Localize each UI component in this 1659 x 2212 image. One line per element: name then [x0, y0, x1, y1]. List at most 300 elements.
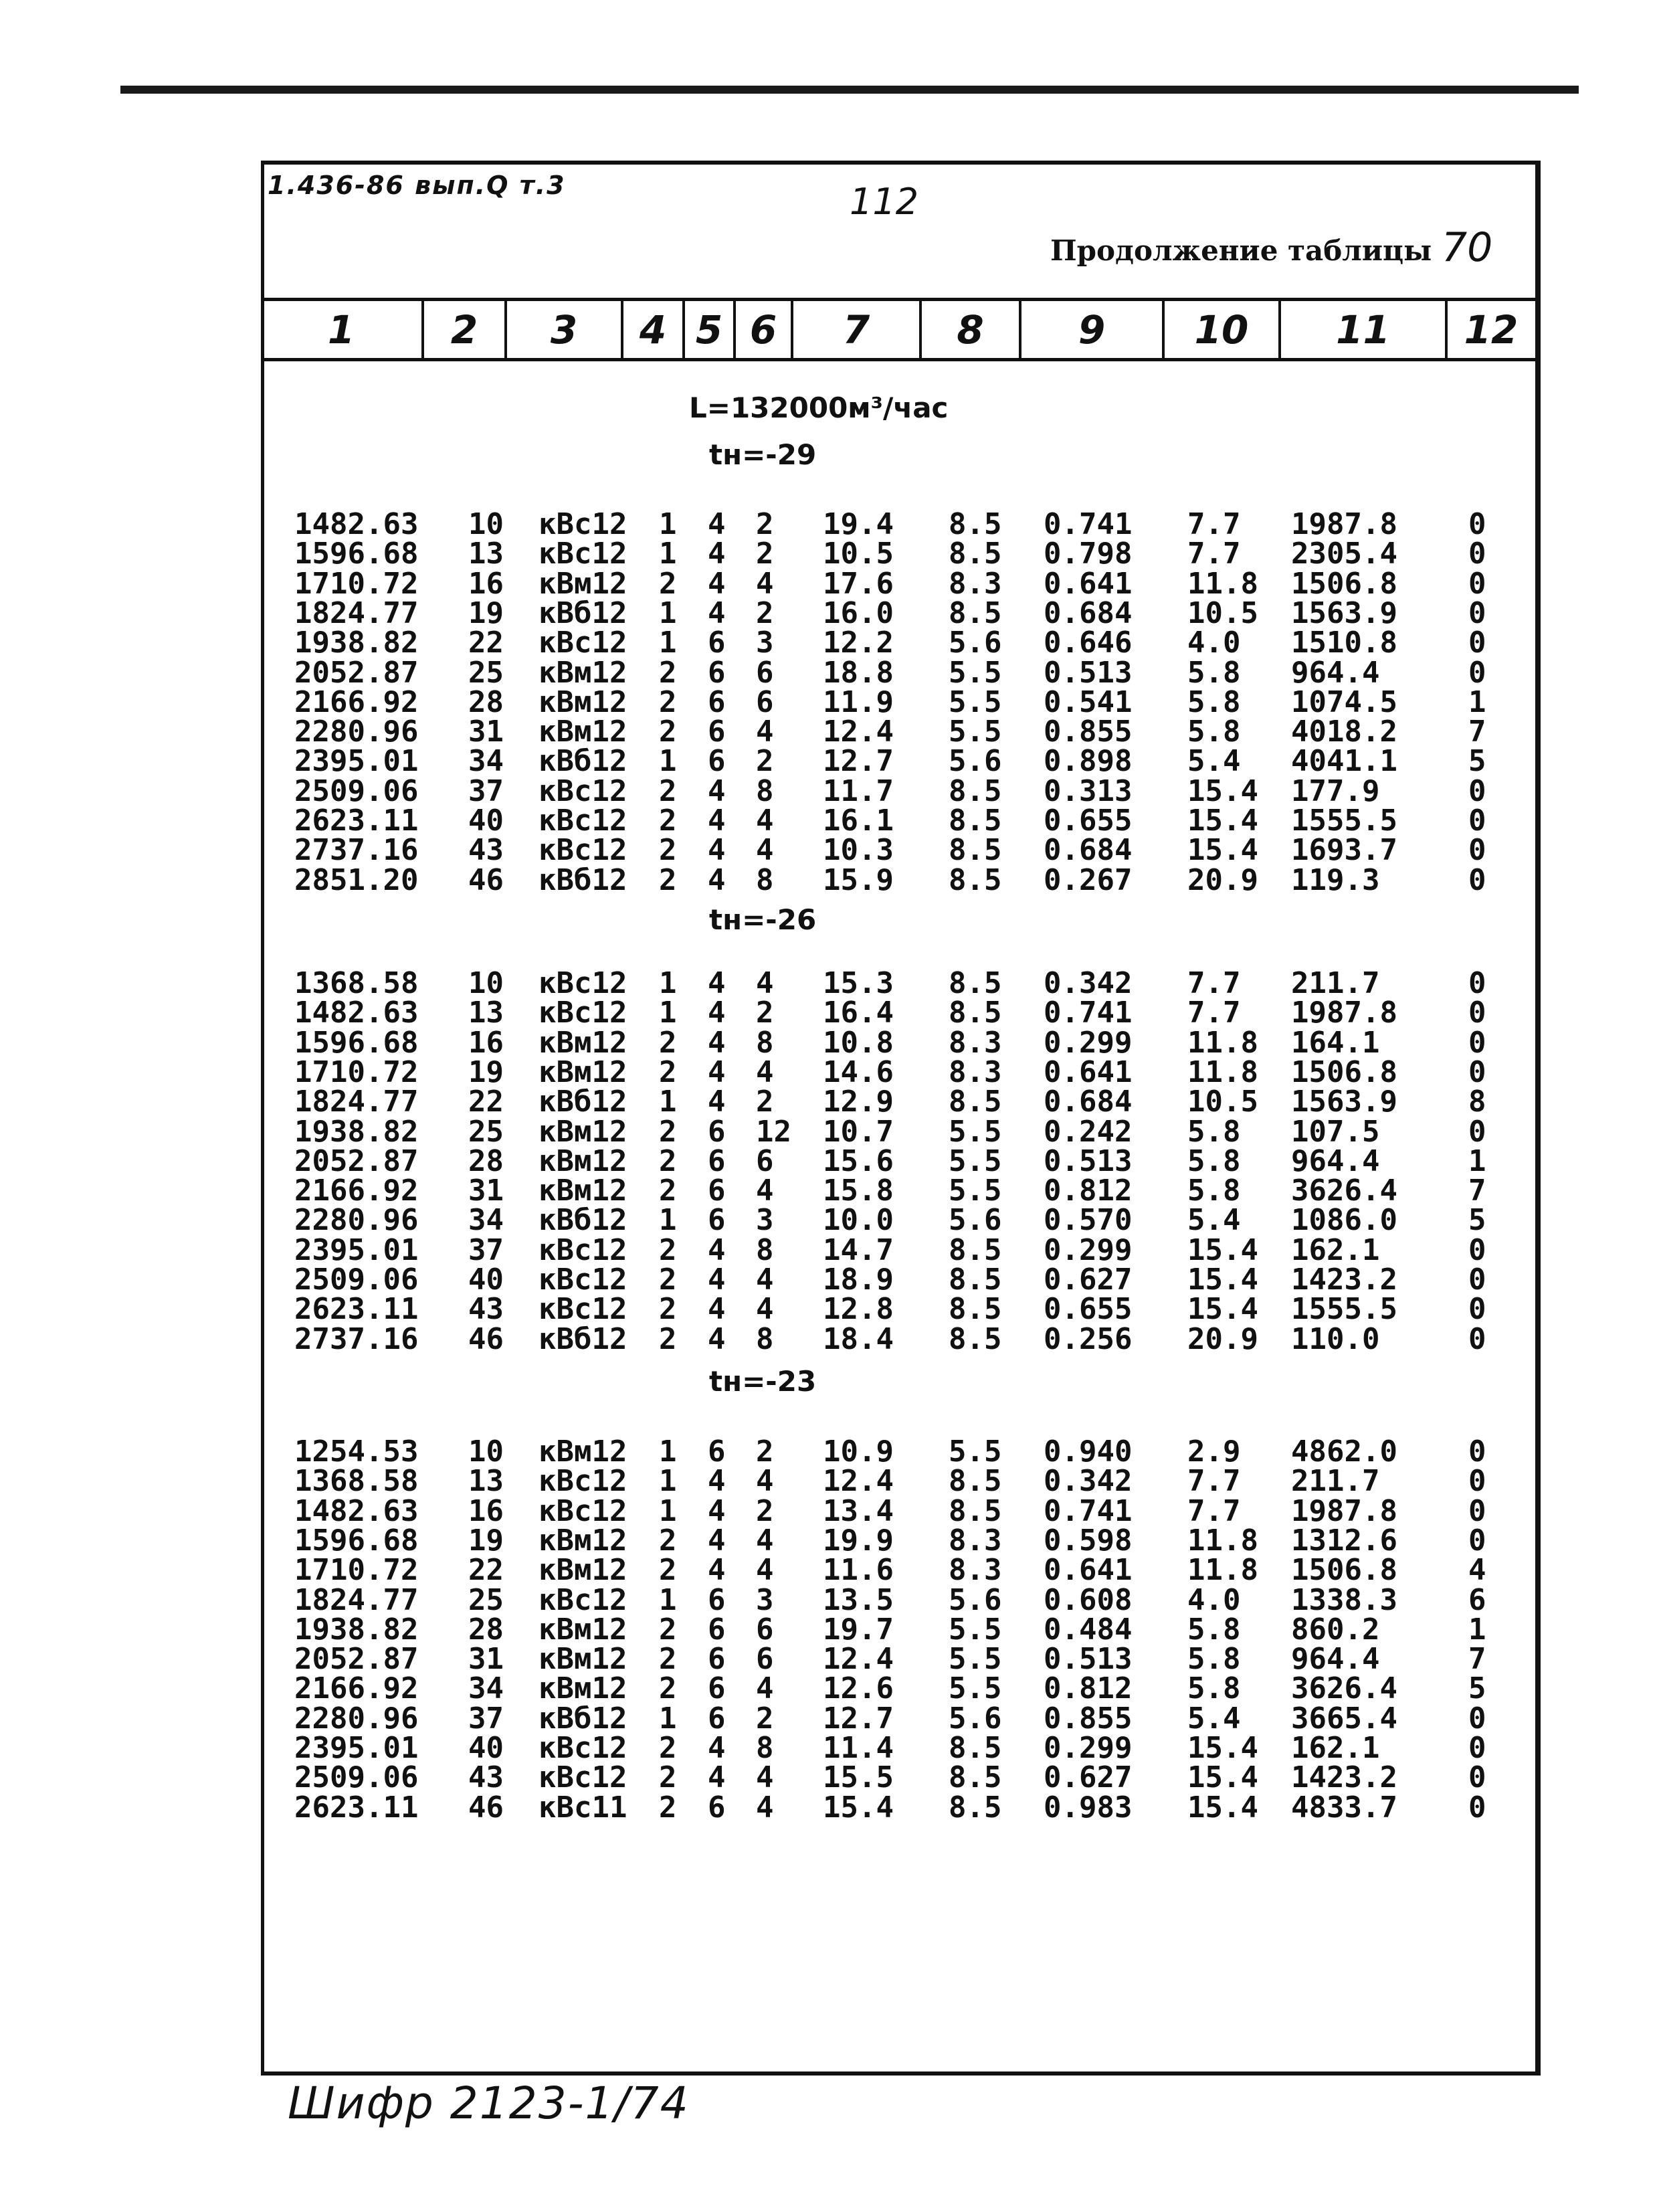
table-cell: 18.9 [823, 1263, 894, 1297]
table-cell: 5.8 [1187, 655, 1241, 690]
table-cell: 8.5 [949, 1790, 1002, 1825]
table-cell: 40 [468, 1263, 504, 1297]
table-cell: 0.513 [1044, 1642, 1133, 1677]
table-row [0, 1232, 1659, 1267]
table-cell: 5.8 [1187, 1612, 1241, 1647]
table-cell: 15.4 [823, 1790, 894, 1825]
table-cell: кВб12 [539, 1085, 627, 1119]
table-cell: 4 [708, 1232, 726, 1267]
table-cell: кВс12 [539, 804, 627, 838]
table-cell: 177.9 [1291, 773, 1380, 808]
table-cell: 2 [659, 773, 677, 808]
table-cell: 6 [708, 1143, 726, 1178]
table-cell: 4 [756, 966, 774, 1000]
table-cell: 2509.06 [294, 773, 419, 808]
table-row [0, 1582, 1659, 1617]
table-cell: кВм12 [539, 1642, 627, 1677]
table-cell: 5.5 [949, 1642, 1002, 1677]
table-cell: 5 [1468, 1671, 1486, 1706]
table-cell: 22 [468, 1085, 504, 1119]
table-cell: 8.5 [949, 1085, 1002, 1119]
table-cell: 6 [708, 1174, 726, 1208]
table-cell: 1938.82 [294, 1612, 419, 1647]
table-cell: 19 [468, 1523, 504, 1558]
table-row [0, 1760, 1659, 1795]
table-cell: 16.1 [823, 804, 894, 838]
table-cell: 4 [708, 966, 726, 1000]
table-cell: 0.655 [1044, 804, 1133, 838]
table-cell: 4 [756, 1553, 774, 1588]
table-cell: 13 [468, 996, 504, 1030]
table-cell: кВб12 [539, 862, 627, 897]
table-cell: 4 [756, 833, 774, 868]
table-cell: кВб12 [539, 595, 627, 630]
table-cell: 15.6 [823, 1143, 894, 1178]
table-row [0, 1176, 1659, 1206]
column-header: 8 [922, 301, 1021, 358]
table-cell: 2623.11 [294, 1790, 419, 1825]
table-cell: 12.9 [823, 1085, 894, 1119]
table-cell: кВм12 [539, 1025, 627, 1060]
table-cell: 0.812 [1044, 1174, 1133, 1208]
table-cell: 1 [659, 1493, 677, 1528]
table-cell: 7.7 [1187, 507, 1241, 541]
table-cell: 1 [659, 1085, 677, 1119]
table-cell: 162.1 [1291, 1731, 1380, 1765]
table-row [0, 628, 1659, 658]
table-cell: 0 [1468, 655, 1486, 690]
table-cell: 8.5 [949, 862, 1002, 897]
table-cell: 0.741 [1044, 1493, 1133, 1528]
table-cell: 22 [468, 626, 504, 660]
table-cell: 8.5 [949, 1493, 1002, 1528]
table-row [0, 539, 1659, 569]
table-cell: 0 [1468, 996, 1486, 1030]
table-cell: 31 [468, 1642, 504, 1677]
table-cell: 0.242 [1044, 1114, 1133, 1149]
table-cell: 13.4 [823, 1493, 894, 1528]
table-cell: 0.608 [1044, 1582, 1133, 1617]
table-cell: кВб12 [539, 1701, 627, 1736]
table-cell: 19.9 [823, 1523, 894, 1558]
table-cell: кВм12 [539, 566, 627, 601]
table-cell: кВс12 [539, 966, 627, 1000]
table-cell: 31 [468, 1174, 504, 1208]
table-cell: 28 [468, 1612, 504, 1647]
table-row [0, 1642, 1659, 1677]
table-cell: 2 [659, 1174, 677, 1208]
table-cell: 964.4 [1291, 1143, 1380, 1178]
table-cell: 37 [468, 1232, 504, 1267]
table-cell: 0.641 [1044, 566, 1133, 601]
table-cell: 8.3 [949, 566, 1002, 601]
table-cell: 8.5 [949, 1232, 1002, 1267]
table-cell: 2395.01 [294, 744, 419, 779]
table-cell: 0.570 [1044, 1203, 1133, 1238]
table-cell: 4 [708, 595, 726, 630]
table-row [0, 966, 1659, 1000]
table-cell: 0.627 [1044, 1263, 1133, 1297]
table-cell: 11.8 [1187, 1025, 1258, 1060]
table-cell: 10.9 [823, 1435, 894, 1469]
table-cell: 2 [659, 804, 677, 838]
table-cell: 8.5 [949, 1292, 1002, 1327]
table-cell: 0 [1468, 1321, 1486, 1356]
table-row [0, 1612, 1659, 1647]
table-cell: 40 [468, 1731, 504, 1765]
table-cell: 0 [1468, 1054, 1486, 1089]
table-cell: 10 [468, 1435, 504, 1469]
table-cell: 1510.8 [1291, 626, 1397, 660]
table-cell: 8.3 [949, 1025, 1002, 1060]
column-header: 10 [1165, 301, 1281, 358]
table-cell: 0 [1468, 1464, 1486, 1499]
table-cell: 0 [1468, 1493, 1486, 1528]
table-cell: 4 [756, 1790, 774, 1825]
table-cell: 6 [756, 1642, 774, 1677]
table-cell: 37 [468, 1701, 504, 1736]
table-cell: 1506.8 [1291, 566, 1397, 601]
table-cell: 5.5 [949, 1671, 1002, 1706]
table-cell: 1 [659, 537, 677, 571]
table-cell: 0.798 [1044, 537, 1133, 571]
table-cell: 0 [1468, 1760, 1486, 1795]
table-cell: 4041.1 [1291, 744, 1397, 779]
table-cell: 2280.96 [294, 715, 419, 749]
table-cell: 8 [1468, 1085, 1486, 1119]
table-cell: 20.9 [1187, 862, 1258, 897]
table-cell: 5.5 [949, 684, 1002, 719]
table-cell: 6 [708, 744, 726, 779]
table-cell: кВс12 [539, 1464, 627, 1499]
table-cell: кВм12 [539, 1143, 627, 1178]
table-cell: 8.5 [949, 1760, 1002, 1795]
table-cell: 2 [659, 1321, 677, 1356]
table-cell: 8.5 [949, 595, 1002, 630]
table-cell: 4 [756, 1523, 774, 1558]
table-cell: 8.5 [949, 833, 1002, 868]
table-cell: 10.3 [823, 833, 894, 868]
table-cell: 1 [659, 595, 677, 630]
table-cell: 7.7 [1187, 966, 1241, 1000]
table-cell: 5.8 [1187, 1671, 1241, 1706]
table-cell: 40 [468, 804, 504, 838]
table-cell: 2166.92 [294, 1671, 419, 1706]
table-cell: 2623.11 [294, 1292, 419, 1327]
table-cell: 2 [756, 996, 774, 1030]
table-cell: 4 [708, 1292, 726, 1327]
table-cell: 0.812 [1044, 1671, 1133, 1706]
table-cell: 10.8 [823, 1025, 894, 1060]
table-cell: 5.6 [949, 1203, 1002, 1238]
column-header: 2 [424, 301, 507, 358]
column-header: 5 [685, 301, 736, 358]
table-cell: 1 [659, 1203, 677, 1238]
table-cell: 6 [756, 1612, 774, 1647]
table-cell: 7.7 [1187, 1464, 1241, 1499]
table-cell: 4 [756, 804, 774, 838]
table-cell: 12.4 [823, 1642, 894, 1677]
table-cell: кВс12 [539, 1582, 627, 1617]
table-cell: 2 [659, 1760, 677, 1795]
table-cell: 10 [468, 507, 504, 541]
table-cell: 5.4 [1187, 744, 1241, 779]
table-cell: 4 [708, 1523, 726, 1558]
table-cell: 2395.01 [294, 1731, 419, 1765]
table-cell: кВс12 [539, 833, 627, 868]
table-cell: 1596.68 [294, 537, 419, 571]
table-cell: 8.5 [949, 1263, 1002, 1297]
table-cell: 1506.8 [1291, 1553, 1397, 1588]
table-cell: 0 [1468, 966, 1486, 1000]
table-cell: кВс12 [539, 626, 627, 660]
table-cell: 6 [708, 1114, 726, 1149]
table-cell: 860.2 [1291, 1612, 1380, 1647]
table-cell: 11.9 [823, 684, 894, 719]
table-cell: кВс12 [539, 507, 627, 541]
table-cell: 19.4 [823, 507, 894, 541]
table-cell: 46 [468, 1321, 504, 1356]
table-cell: 110.0 [1291, 1321, 1380, 1356]
table-cell: 11.8 [1187, 1054, 1258, 1089]
table-cell: 1 [659, 996, 677, 1030]
table-cell: кВс11 [539, 1790, 627, 1825]
table-row [0, 1790, 1659, 1825]
table-cell: 5.4 [1187, 1701, 1241, 1736]
table-cell: 5.4 [1187, 1203, 1241, 1238]
table-cell: 4 [708, 1054, 726, 1089]
table-cell: 25 [468, 1114, 504, 1149]
table-cell: 2 [659, 1054, 677, 1089]
table-cell: 8 [756, 1321, 774, 1356]
table-cell: кВс12 [539, 773, 627, 808]
table-cell: 8.5 [949, 1464, 1002, 1499]
table-cell: 4 [1468, 1553, 1486, 1588]
table-row [0, 773, 1659, 808]
table-cell: 8.3 [949, 1054, 1002, 1089]
table-cell: кВс12 [539, 996, 627, 1030]
table-cell: 6 [756, 655, 774, 690]
table-cell: 1 [1468, 1143, 1486, 1178]
table-cell: кВб12 [539, 744, 627, 779]
table-cell: 2052.87 [294, 655, 419, 690]
table-cell: 5 [1468, 744, 1486, 779]
table-cell: кВс12 [539, 1760, 627, 1795]
table-cell: кВб12 [539, 1321, 627, 1356]
table-cell: 2623.11 [294, 804, 419, 838]
table-cell: 1824.77 [294, 1085, 419, 1119]
continuation-label: Продолжение таблицы [1050, 234, 1432, 267]
table-cell: 2 [756, 1435, 774, 1469]
table-cell: 5.5 [949, 1435, 1002, 1469]
table-cell: 1 [659, 1582, 677, 1617]
table-cell: 0.513 [1044, 655, 1133, 690]
table-cell: 43 [468, 833, 504, 868]
column-header: 9 [1021, 301, 1165, 358]
table-cell: 0.299 [1044, 1232, 1133, 1267]
table-cell: кВб12 [539, 1203, 627, 1238]
table-row [0, 1321, 1659, 1356]
table-cell: 1482.63 [294, 1493, 419, 1528]
table-cell: 0.342 [1044, 1464, 1133, 1499]
table-cell: 12 [756, 1114, 791, 1149]
table-cell: 2 [659, 1143, 677, 1178]
table-cell: 8.5 [949, 537, 1002, 571]
table-row [0, 1464, 1659, 1499]
table-cell: 10.7 [823, 1114, 894, 1149]
table-cell: 4 [708, 1464, 726, 1499]
table-cell: 0 [1468, 1114, 1486, 1149]
table-cell: 0.898 [1044, 744, 1133, 779]
table-cell: 2052.87 [294, 1642, 419, 1677]
table-cell: кВс12 [539, 1493, 627, 1528]
table-cell: 8.5 [949, 1731, 1002, 1765]
table-cell: 5.5 [949, 655, 1002, 690]
table-cell: 1368.58 [294, 1464, 419, 1499]
table-cell: 162.1 [1291, 1232, 1380, 1267]
table-cell: 4 [708, 996, 726, 1030]
table-cell: 6 [708, 1435, 726, 1469]
table-cell: 11.6 [823, 1553, 894, 1588]
table-cell: 0 [1468, 1232, 1486, 1267]
table-cell: 1482.63 [294, 996, 419, 1030]
table-cell: 15.4 [1187, 773, 1258, 808]
table-cell: 15.4 [1187, 804, 1258, 838]
table-cell: 1 [659, 1701, 677, 1736]
table-cell: 6 [708, 1642, 726, 1677]
table-cell: 28 [468, 1143, 504, 1178]
top-rule [120, 86, 1579, 94]
table-cell: 0 [1468, 1701, 1486, 1736]
table-cell: 5.8 [1187, 684, 1241, 719]
table-cell: 8.5 [949, 966, 1002, 1000]
table-cell: 13 [468, 537, 504, 571]
table-cell: 1563.9 [1291, 595, 1397, 630]
table-cell: 5.8 [1187, 1642, 1241, 1677]
table-cell: 46 [468, 862, 504, 897]
table-cell: 4833.7 [1291, 1790, 1397, 1825]
table-cell: 3665.4 [1291, 1701, 1397, 1736]
table-cell: 0.342 [1044, 966, 1133, 1000]
table-row [0, 744, 1659, 779]
table-cell: 34 [468, 1671, 504, 1706]
table-cell: 4 [708, 804, 726, 838]
table-cell: 0.313 [1044, 773, 1133, 808]
document-code: 1.436-86 вып.Q т.3 [268, 171, 566, 200]
table-cell: 8 [756, 773, 774, 808]
table-cell: 1 [659, 744, 677, 779]
table-cell: 15.4 [1187, 1263, 1258, 1297]
table-cell: 1824.77 [294, 595, 419, 630]
table-cell: 1987.8 [1291, 996, 1397, 1030]
table-cell: 16 [468, 1493, 504, 1528]
table-cell: 4 [708, 566, 726, 601]
table-cell: 2 [756, 595, 774, 630]
table-cell: 2 [756, 1701, 774, 1736]
table-cell: 2280.96 [294, 1203, 419, 1238]
table-cell: 22 [468, 1553, 504, 1588]
table-cell: 0.299 [1044, 1731, 1133, 1765]
table-cell: 15.4 [1187, 1731, 1258, 1765]
table-cell: 2 [659, 1114, 677, 1149]
table-cell: 34 [468, 1203, 504, 1238]
table-cell: 5.5 [949, 1612, 1002, 1647]
table-cell: 1824.77 [294, 1582, 419, 1617]
table-cell: кВс12 [539, 1731, 627, 1765]
table-cell: 28 [468, 684, 504, 719]
table-cell: 2 [659, 655, 677, 690]
table-cell: 5.8 [1187, 1174, 1241, 1208]
table-cell: 6 [708, 1790, 726, 1825]
table-cell: 211.7 [1291, 1464, 1380, 1499]
table-row [0, 684, 1659, 719]
table-row [0, 1143, 1659, 1178]
table-cell: 4 [756, 1671, 774, 1706]
table-cell: 4 [708, 862, 726, 897]
table-cell: 0 [1468, 595, 1486, 630]
table-cell: кВс12 [539, 1232, 627, 1267]
table-cell: 6 [756, 1143, 774, 1178]
table-cell: 1693.7 [1291, 833, 1397, 868]
table-cell: 2 [659, 566, 677, 601]
table-cell: 43 [468, 1292, 504, 1327]
table-row [0, 1731, 1659, 1765]
table-cell: 2737.16 [294, 1321, 419, 1356]
table-cell: 2 [659, 1731, 677, 1765]
table-cell: 5.5 [949, 1114, 1002, 1149]
table-cell: 4 [756, 1464, 774, 1499]
table-cell: 4.0 [1187, 626, 1241, 660]
table-cell: 17.6 [823, 566, 894, 601]
table-cell: 6 [708, 626, 726, 660]
table-cell: 46 [468, 1790, 504, 1825]
table-cell: 5.5 [949, 1174, 1002, 1208]
table-cell: 4 [756, 1760, 774, 1795]
table-cell: 4 [708, 1553, 726, 1588]
table-cell: 31 [468, 715, 504, 749]
table-cell: 43 [468, 1760, 504, 1795]
table-cell: 119.3 [1291, 862, 1380, 897]
table-cell: 2 [659, 1292, 677, 1327]
table-cell: 11.8 [1187, 566, 1258, 601]
table-cell: 1 [659, 626, 677, 660]
table-cell: 25 [468, 655, 504, 690]
table-row [0, 862, 1659, 897]
table-cell: 4862.0 [1291, 1435, 1397, 1469]
table-cell: 0.513 [1044, 1143, 1133, 1178]
table-cell: 25 [468, 1582, 504, 1617]
table-cell: 1 [659, 1435, 677, 1469]
section-label: tн=-29 [709, 438, 817, 471]
table-cell: 3626.4 [1291, 1671, 1397, 1706]
table-cell: 11.7 [823, 773, 894, 808]
table-cell: 0.741 [1044, 996, 1133, 1030]
table-cell: 0.598 [1044, 1523, 1133, 1558]
table-cell: 2 [659, 1025, 677, 1060]
column-header: 6 [736, 301, 793, 358]
table-cell: 3 [756, 1582, 774, 1617]
table-cell: 10.5 [1187, 1085, 1258, 1119]
table-cell: 6 [708, 1612, 726, 1647]
table-cell: 964.4 [1291, 1642, 1380, 1677]
table-cell: 2 [659, 1523, 677, 1558]
table-row [0, 1553, 1659, 1588]
table-cell: 4 [708, 537, 726, 571]
table-cell: кВм12 [539, 1054, 627, 1089]
table-cell: 11.8 [1187, 1553, 1258, 1588]
table-cell: 7.7 [1187, 1493, 1241, 1528]
table-cell: 2851.20 [294, 862, 419, 897]
